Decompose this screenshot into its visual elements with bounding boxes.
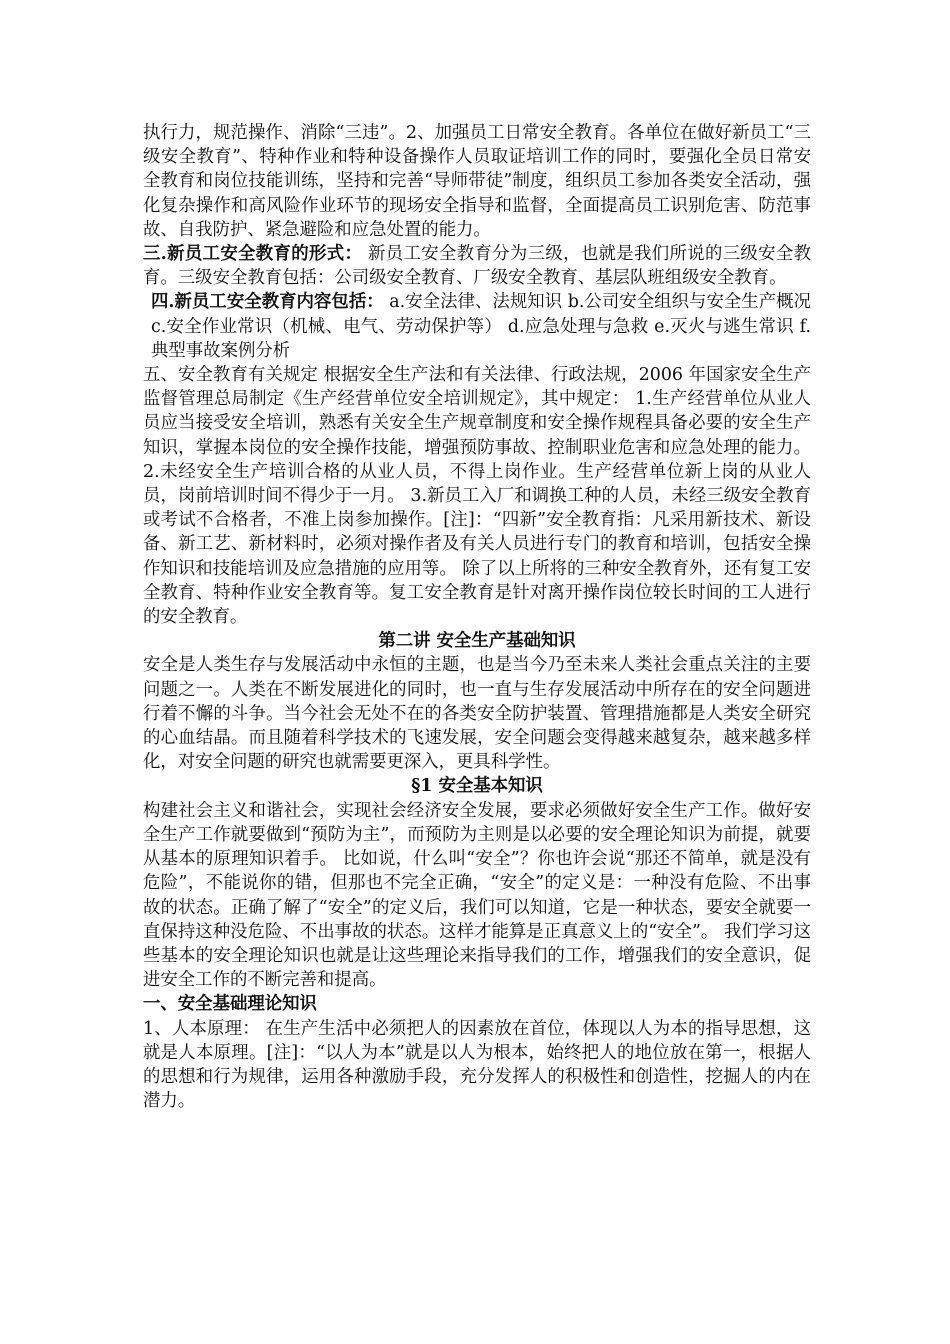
paragraph-human-principle: 1、人本原理： 在生产生活中必须把人的因素放在首位，体现以人为本的指导思想，这就是人本原理。[注]：“以人为本”就是以人为根本，始终把人的地位放在第一，根据人的思想和行为规律，运用各种激励手段，充分发挥人的积极性和创造性，挖掘人的内在潜力。 — [143, 1018, 811, 1112]
section-title-basic-knowledge: §1 安全基本知识 — [411, 776, 543, 797]
paragraph-training-form — [143, 242, 811, 290]
text-training-form: 新员工安全教育分为三级，也就是我们所说的三级安全教育。三级安全教育包括：公司级安全教育、厂级安全教育、基层队班组级安全教育。 — [143, 244, 812, 289]
paragraph-safety-theme: 安全是人类生存与发展活动中永恒的主题，也是当今乃至未来人类社会重点关注的主要问题之一。人类在不断发展进化的同时，也一直与生存发展活动中所存在的安全问题进行着不懈的斗争。当今社会无处不在的各类安全防护装置、管理措施都是人类安全研究的心血结晶。而且随着科学技术的飞速发展，安全问题会变得越来越复杂，越来越多样化，对安全问题的研究也就需要更深入，更具科学性。 — [143, 655, 811, 773]
text-training-content: a.安全法律、法规知识 b.公司安全组织与安全生产概况 c.安全作业常识（机械、电气、劳动保护等） d.应急处理与急救 e.灭火与逃生常识 f.典型事故案例分析 — [151, 292, 811, 361]
paragraph-regulations: 五、安全教育有关规定 根据安全生产法和有关法律、行政法规，2006 年国家安全生产监督管理总局制定《生产经营单位安全培训规定》，其中规定： 1.生产经营单位从业人员应当接受安全培训，熟悉有关安全生产规章制度和安全操作规程具备必要的安全生产知识，掌握本岗位的安全操作技能，增强预防事故、控制职业危害和应急处理的能力。 2.未经安全生产培训合格的从业人员，不得上岗作业。生产经营单位新上岗的从业人员，岗前培训时间不得少于一月。 3.新员工入厂和调换工种的人员，未经三级安全教育或考试不合格者，不准上岗参加操作。[注]：“四新”安全教育指：凡采用新技术、新设备、新工艺、新材料时，必须对操作者及有关人员进行专门的教育和培训，包括安全操作知识和技能培训及应急措施的应用等。 除了以上所将的三种安全教育外，还有复工安全教育、特种作业安全教育等。复工安全教育是针对离开操作岗位较长时间的工人进行的安全教育。 — [143, 365, 811, 628]
paragraph-training-content — [143, 290, 811, 363]
heading-training-content: 四.新员工安全教育内容包括： — [151, 292, 384, 313]
heading-basic-theory: 一、安全基础理论知识 — [143, 994, 317, 1015]
heading-training-form: 三.新员工安全教育的形式： — [143, 244, 363, 265]
paragraph-harmonious-society: 构建社会主义和谐社会，实现社会经济安全发展，要求必须做好安全生产工作。做好安全生产工作就要做到“预防为主”，而预防为主则是以必要的安全理论知识为前提，就要从基本的原理知识着手。 比如说，什么叫“安全”？你也许会说“那还不简单，就是没有危险”，不能说你的错，但那也不完全正确，“安全”的定义是：一种没有危险、不出事故的状态。正确了解了“安全”的定义后，我们可以知道，它是一种状态，要安全就要一直保持这种没危险、不出事故的状态。这样才能算是正真意义上的“安全”。 我们学习这些基本的安全理论知识也就是让这些理论来指导我们的工作，增强我们的安全意识，促进安全工作的不断完善和提高。 — [143, 800, 811, 991]
paragraph-execution: 执行力，规范操作、消除“三违”。2、加强员工日常安全教育。各单位在做好新员工“三级安全教育”、特种作业和特种设备操作人员取证培训工作的同时，要强化全员日常安全教育和岗位技能训练，坚持和完善“导师带徒”制度，组织员工参加各类安全活动，强化复杂操作和高风险作业环节的现场安全指导和监督，全面提高员工识别危害、防范事故、自我防护、紧急避险和应急处置的能力。 — [143, 123, 811, 240]
document-page — [143, 121, 811, 1113]
section-title-lecture-two: 第二讲 安全生产基础知识 — [378, 631, 576, 652]
